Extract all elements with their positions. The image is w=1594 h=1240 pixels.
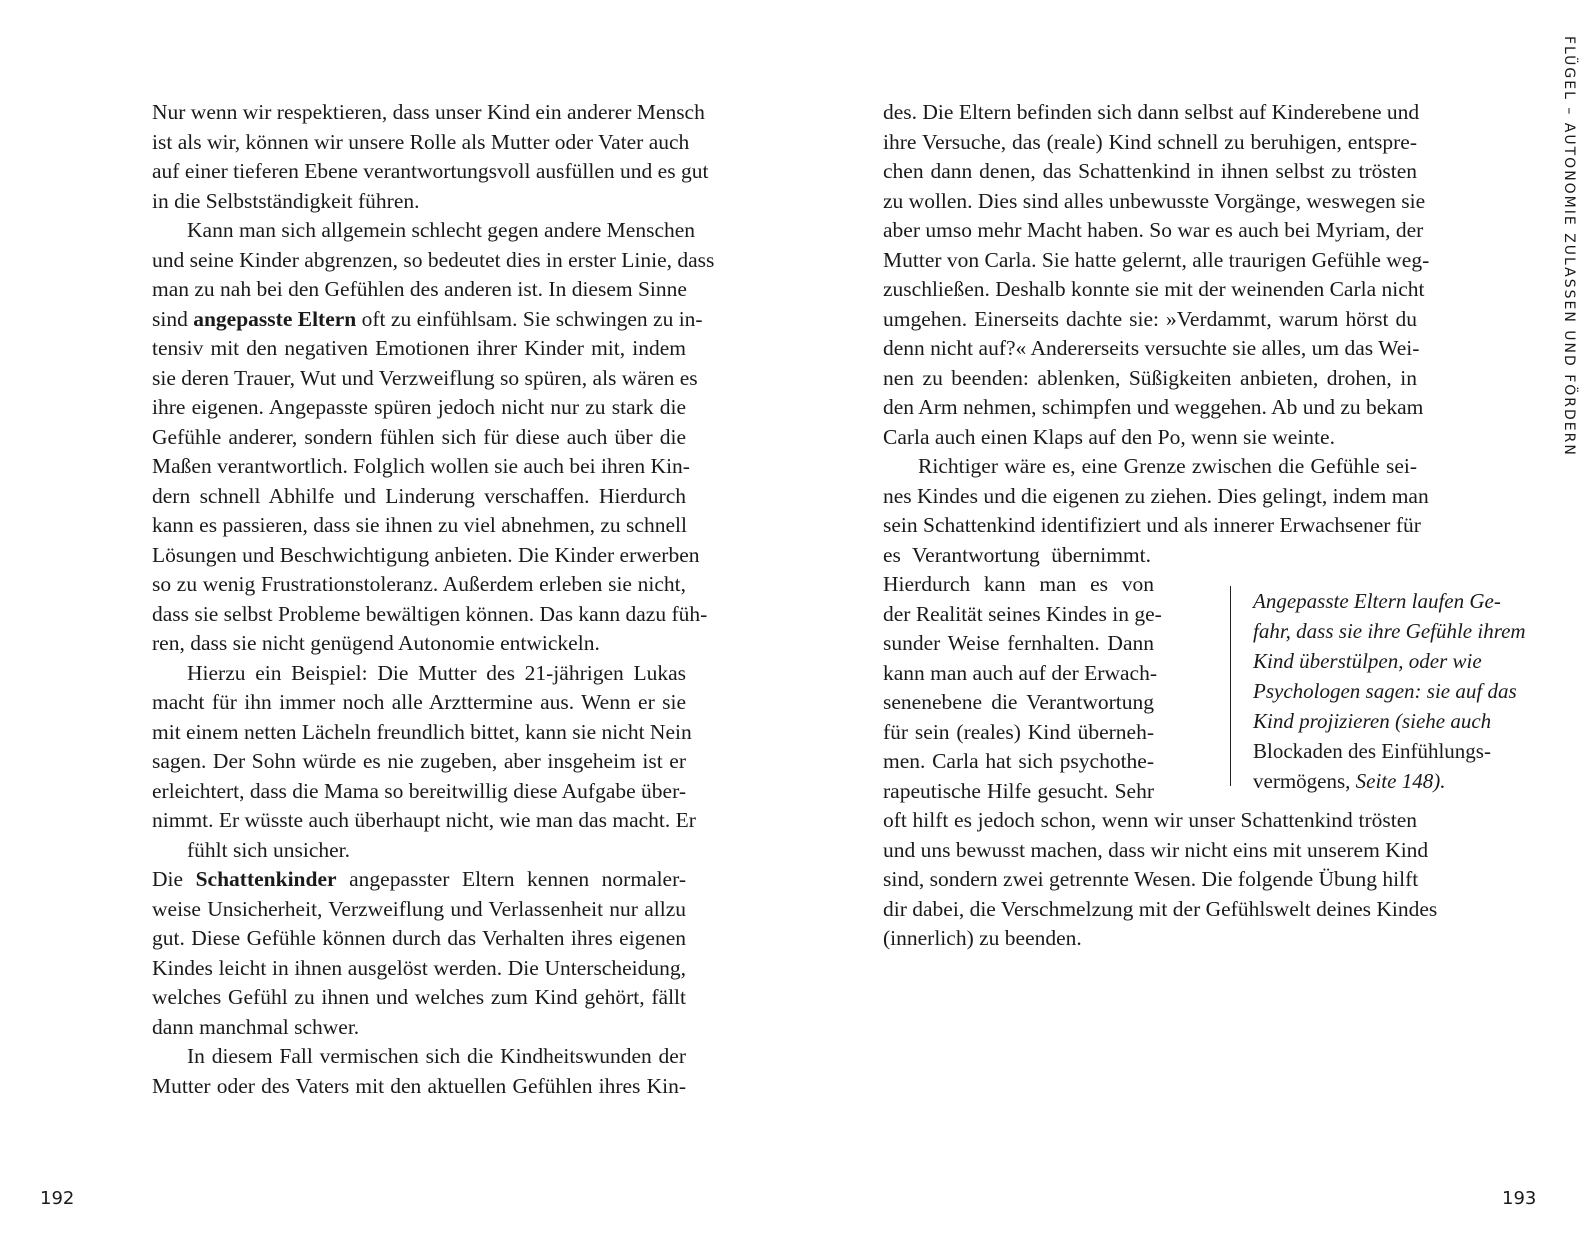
quote-rule xyxy=(1230,586,1231,786)
text-line: Mutter von Carla. Sie hatte gelernt, alle traurigen Gefühle weg- xyxy=(883,247,1430,272)
text-line: umgehen. Einerseits dachte sie: »Verdammt, warum hörst du xyxy=(883,306,1417,331)
quote-upright-part: vermögens, xyxy=(1253,769,1351,793)
text-line: sind, sondern zwei getrennte Wesen. Die folgende Übung hilft xyxy=(883,867,1419,891)
text-line: Gefühle anderer, sondern fühlen sich für diese auch über die xyxy=(152,424,686,449)
text-line: Richtiger wäre es, eine Grenze zwischen die Gefühle sei- xyxy=(918,454,1417,478)
text-line xyxy=(152,304,703,334)
text-line: ren, dass sie nicht genügend Autonomie entwickeln. xyxy=(152,631,600,655)
text-line: In diesem Fall vermischen sich die Kindheitswunden der xyxy=(187,1044,686,1068)
text-line: oft hilft es jedoch schon, wenn wir unser Schattenkind trösten xyxy=(883,808,1417,832)
text-line: sunder Weise fernhalten. Dann xyxy=(883,631,1154,655)
text-line: macht für ihn immer noch alle Arzttermine aus. Wenn er sie xyxy=(152,690,686,714)
text-line: ist als wir, können wir unsere Rolle als Mutter oder Vater auch xyxy=(152,129,690,154)
text-line: (innerlich) zu beenden. xyxy=(883,926,1082,950)
text-line: dern schnell Abhilfe und Linderung verschaffen. Hierdurch xyxy=(152,483,686,508)
bold-term: angepasste Eltern xyxy=(193,306,357,331)
quote-line: Psychologen sagen: sie auf das xyxy=(1253,679,1517,703)
quote-line xyxy=(1253,766,1526,796)
text-line: erleichtert, dass die Mama so bereitwillig diese Aufgabe über- xyxy=(152,778,686,803)
bold-term: Schattenkinder xyxy=(195,867,337,891)
text-line: den Arm nehmen, schimpfen und weggehen. Ab und zu bekam xyxy=(883,395,1424,419)
text-line: kann es passieren, dass sie ihnen zu viel abnehmen, zu schnell xyxy=(152,513,687,537)
page-number-left: 192 xyxy=(40,1188,75,1209)
text-line: chen dann denen, das Schattenkind in ihnen selbst zu trösten xyxy=(883,159,1417,183)
line-text: angepasster Eltern kennen normaler- xyxy=(349,867,686,891)
quote-line: Blockaden des Einfühlungs- xyxy=(1253,739,1491,763)
text-line: fühlt sich unsicher. xyxy=(187,837,351,862)
line-text: sind xyxy=(152,306,188,331)
text-line: dir dabei, die Verschmelzung mit der Gefühlswelt deines Kindes xyxy=(883,896,1438,921)
text-line: Carla auch einen Klaps auf den Po, wenn sie weinte. xyxy=(883,424,1335,449)
text-line: Lösungen und Beschwichtigung anbieten. Die Kinder erwerben xyxy=(152,542,700,567)
text-line: sein Schattenkind identifiziert und als innerer Erwachsener für xyxy=(883,513,1421,537)
page-number-right: 193 xyxy=(1502,1188,1537,1209)
text-line xyxy=(152,864,686,894)
text-line: Hierdurch kann man es von xyxy=(883,572,1154,596)
text-line: Hierzu ein Beispiel: Die Mutter des 21-jährigen Lukas xyxy=(187,660,686,685)
text-line: denn nicht auf?« Andererseits versuchte sie alles, um das Wei- xyxy=(883,336,1420,360)
quote-page-ref: Seite 148). xyxy=(1355,769,1446,793)
text-line: so zu wenig Frustrationstoleranz. Außerdem erleben sie nicht, xyxy=(152,572,686,596)
line-text: oft zu einfühlsam. Sie schwingen zu in- xyxy=(361,306,703,331)
text-line: men. Carla hat sich psychothe- xyxy=(883,749,1154,773)
quote-line: Kind überstülpen, oder wie xyxy=(1253,649,1482,673)
text-line: kann man auch auf der Erwach- xyxy=(883,660,1157,685)
text-line: ihre Versuche, das (reale) Kind schnell zu beruhigen, entspre- xyxy=(883,129,1417,154)
text-line: rapeutische Hilfe gesucht. Sehr xyxy=(883,778,1154,803)
text-line: nen zu beenden: ablenken, Süßigkeiten anbieten, drohen, in xyxy=(883,365,1417,390)
text-line: für sein (reales) Kind überneh- xyxy=(883,719,1154,744)
quote-line: fahr, dass sie ihre Gefühle ihrem xyxy=(1253,619,1526,643)
text-line: dann manchmal schwer. xyxy=(152,1014,360,1039)
quote-line: Kind projizieren (siehe auch xyxy=(1253,709,1492,733)
text-line: Nur wenn wir respektieren, dass unser Kind ein anderer Mensch xyxy=(152,100,705,124)
text-line: in die Selbstständigkeit führen. xyxy=(152,188,420,213)
text-line: der Realität seines Kindes in ge- xyxy=(883,601,1162,626)
text-line: ihre eigenen. Angepasste spüren jedoch nicht nur zu stark die xyxy=(152,395,686,419)
text-line: mit einem netten Lächeln freundlich bittet, kann sie nicht Nein xyxy=(152,719,692,744)
quote-line: Angepasste Eltern laufen Ge- xyxy=(1253,589,1501,613)
text-line: gut. Diese Gefühle können durch das Verhalten ihres eigenen xyxy=(152,926,686,950)
text-line: Mutter oder des Vaters mit den aktuellen Gefühlen ihres Kin- xyxy=(152,1073,686,1098)
text-line: Maßen verantwortlich. Folglich wollen sie auch bei ihren Kin- xyxy=(152,454,690,478)
text-line: Kindes leicht in ihnen ausgelöst werden. Die Unterscheidung, xyxy=(152,955,686,980)
text-line: zu wollen. Dies sind alles unbewusste Vorgänge, weswegen sie xyxy=(883,188,1426,213)
text-line: weise Unsicherheit, Verzweiflung und Verlassenheit nur allzu xyxy=(152,896,686,921)
text-line: und seine Kinder abgrenzen, so bedeutet dies in erster Linie, dass xyxy=(152,247,715,272)
text-line: zuschließen. Deshalb konnte sie mit der weinenden Carla nicht xyxy=(883,277,1425,301)
text-line: auf einer tieferen Ebene verantwortungsvoll ausfüllen und es gut xyxy=(152,159,709,183)
text-line: es Verantwortung übernimmt. xyxy=(883,542,1151,567)
text-line: senenebene die Verantwortung xyxy=(883,690,1154,714)
text-line: tensiv mit den negativen Emotionen ihrer Kinder mit, indem xyxy=(152,336,686,360)
line-text: Die xyxy=(152,867,184,891)
text-line: und uns bewusst machen, dass wir nicht eins mit unserem Kind xyxy=(883,837,1429,862)
text-line: Kann man sich allgemein schlecht gegen andere Menschen xyxy=(187,218,696,242)
text-line: aber umso mehr Macht haben. So war es auch bei Myriam, der xyxy=(883,218,1424,242)
text-line: nimmt. Er wüsste auch überhaupt nicht, wie man das macht. Er xyxy=(152,808,696,832)
text-line: man zu nah bei den Gefühlen des anderen ist. In diesem Sinne xyxy=(152,277,687,301)
text-line: nes Kindes und die eigenen zu ziehen. Dies gelingt, indem man xyxy=(883,483,1429,508)
text-line: des. Die Eltern befinden sich dann selbst auf Kinderebene und xyxy=(883,100,1420,124)
running-head: FLÜGEL – AUTONOMIE ZULASSEN UND FÖRDERN xyxy=(1561,36,1577,457)
text-line: sie deren Trauer, Wut und Verzweiflung so spüren, als wären es xyxy=(152,365,698,390)
margin-quote xyxy=(1253,586,1526,796)
text-line: sagen. Der Sohn würde es nie zugeben, aber insgeheim ist er xyxy=(152,749,686,773)
text-line: dass sie selbst Probleme bewältigen können. Das kann dazu füh- xyxy=(152,601,708,626)
text-line: welches Gefühl zu ihnen und welches zum Kind gehört, fällt xyxy=(152,985,686,1009)
